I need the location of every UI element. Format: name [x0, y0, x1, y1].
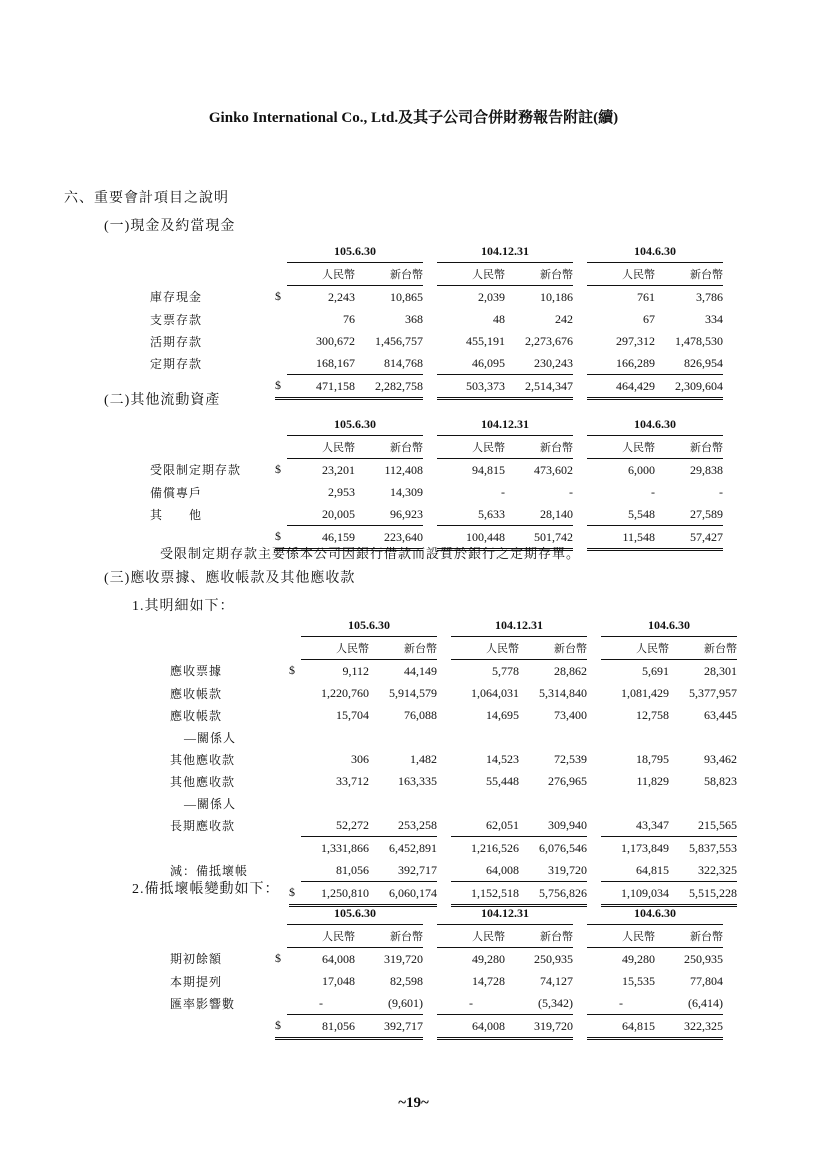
cell: 2,243	[328, 289, 355, 304]
cell: 76,088	[404, 707, 437, 722]
cell: 455,191	[466, 333, 505, 348]
cell: 64,815	[601, 859, 669, 882]
table-row	[170, 770, 737, 792]
cell: 5,914,579	[389, 685, 437, 700]
cell: 6,452,891	[389, 840, 437, 855]
cell: 76	[343, 311, 355, 326]
cell: 23,201	[322, 462, 355, 477]
period-header: 105.6.30	[301, 614, 437, 637]
cell: 49,280	[622, 951, 655, 966]
cell: 14,695	[486, 707, 519, 722]
cell: (9,601)	[355, 992, 423, 1015]
cell: 100,448	[437, 526, 505, 550]
cell: 9,112	[342, 663, 369, 678]
cell: 2,309,604	[655, 375, 723, 399]
cell: 52,272	[301, 814, 369, 837]
cell: 5,756,826	[519, 882, 587, 906]
dollar-sign	[289, 704, 301, 726]
row-label: 其 他	[150, 507, 203, 522]
period-header: 104.12.31	[437, 240, 573, 263]
table-row	[150, 503, 723, 526]
cell: 5,633	[437, 503, 505, 526]
cell: 297,312	[616, 333, 655, 348]
row-label: 受限制定期存款	[150, 463, 242, 478]
table-row	[170, 748, 737, 770]
cell: 46,095	[437, 352, 505, 375]
currency-header: 新台幣	[505, 263, 573, 286]
cell: 14,309	[390, 484, 423, 499]
currency-header: 人民幣	[437, 436, 505, 459]
total-row	[150, 375, 723, 399]
cell: 81,056	[301, 859, 369, 882]
cell: 1,173,849	[621, 840, 669, 855]
cell: 6,000	[628, 462, 655, 477]
row-label: 支票存款	[150, 312, 203, 327]
cell: -	[437, 992, 505, 1015]
cell: 2,282,758	[355, 375, 423, 399]
cell: 300,672	[316, 333, 355, 348]
currency-header: 新台幣	[655, 925, 723, 948]
cell: 5,515,228	[669, 882, 737, 906]
cell: 2,273,676	[525, 333, 573, 348]
row-label: 定期存款	[150, 356, 203, 371]
receivables-table	[170, 614, 737, 907]
currency-header: 新台幣	[355, 436, 423, 459]
currency-header: 人民幣	[287, 263, 355, 286]
cell: 392,717	[355, 1015, 423, 1039]
allowance-table	[170, 902, 723, 1040]
receivables-subheading: 1.其明細如下：	[132, 599, 235, 614]
dollar-sign	[275, 481, 287, 503]
cell: 11,548	[587, 526, 655, 550]
dollar-sign	[275, 992, 287, 1015]
row-sublabel: —關係人	[184, 796, 237, 811]
cell: 96,923	[355, 503, 423, 526]
table-row	[170, 992, 723, 1015]
cell: 1,081,429	[621, 685, 669, 700]
cell: 250,935	[534, 951, 573, 966]
table-row	[150, 481, 723, 503]
dollar-sign	[275, 330, 287, 352]
currency-header: 人民幣	[287, 925, 355, 948]
cell: 14,728	[472, 973, 505, 988]
currency-header: 人民幣	[287, 436, 355, 459]
cell: 2,514,347	[505, 375, 573, 399]
cell: 501,742	[505, 526, 573, 550]
period-header: 105.6.30	[287, 413, 423, 436]
row-label: 應收帳款	[170, 686, 223, 701]
table-row	[150, 459, 723, 482]
cell: 1,331,866	[321, 840, 369, 855]
cell: 48	[493, 311, 505, 326]
cell: 10,865	[390, 289, 423, 304]
cell: 2,953	[328, 484, 355, 499]
row-label: 應收票據	[170, 664, 223, 679]
currency-header: 人民幣	[437, 925, 505, 948]
cell: 14,523	[486, 751, 519, 766]
cell: 5,548	[587, 503, 655, 526]
currency-header: 人民幣	[587, 263, 655, 286]
table-row	[170, 682, 737, 704]
other-heading: (二)其他流動資產	[104, 393, 221, 408]
cell: 112,408	[384, 462, 423, 477]
currency-header: 新台幣	[355, 263, 423, 286]
dollar-sign	[275, 352, 287, 375]
table-row	[150, 352, 723, 375]
cell: 63,445	[704, 707, 737, 722]
table-row	[170, 660, 737, 683]
dollar-sign	[289, 814, 301, 837]
report-title: Ginko International Co., Ltd.及其子公司合併財務報告附註(續)	[208, 110, 619, 126]
cell: 166,289	[587, 352, 655, 375]
table-row	[170, 970, 723, 992]
period-header: 104.12.31	[437, 413, 573, 436]
row-label: 減：備抵壞帳	[170, 863, 249, 878]
cell: 250,935	[684, 951, 723, 966]
currency-header: 新台幣	[355, 925, 423, 948]
dollar-sign: $	[289, 663, 295, 678]
cell: 81,056	[287, 1015, 355, 1039]
table-row	[150, 308, 723, 330]
cash-table	[150, 240, 723, 400]
currency-header: 新台幣	[669, 637, 737, 660]
cell: 18,795	[636, 751, 669, 766]
dollar-sign	[275, 503, 287, 526]
cell: 368	[405, 311, 423, 326]
cell: 29,838	[690, 462, 723, 477]
dollar-sign	[289, 770, 301, 792]
cell: 5,837,553	[689, 840, 737, 855]
cell: (6,414)	[655, 992, 723, 1015]
currency-header: 新台幣	[505, 436, 573, 459]
row-label: 庫存現金	[150, 290, 203, 305]
cell: 15,704	[336, 707, 369, 722]
cell: 43,347	[601, 814, 669, 837]
cell: 93,462	[704, 751, 737, 766]
currency-header: 人民幣	[437, 263, 505, 286]
cell: 1,220,760	[321, 685, 369, 700]
period-header: 104.6.30	[587, 902, 723, 925]
period-header: 105.6.30	[287, 902, 423, 925]
cell: 72,539	[554, 751, 587, 766]
currency-header: 新台幣	[655, 436, 723, 459]
dollar-sign: $	[275, 375, 287, 399]
currency-header: 人民幣	[451, 637, 519, 660]
row-label: 期初餘額	[170, 952, 223, 967]
cell: 5,314,840	[539, 685, 587, 700]
cell: 6,060,174	[369, 882, 437, 906]
cell: 12,758	[636, 707, 669, 722]
cell: 814,768	[355, 352, 423, 375]
cell: 44,149	[404, 663, 437, 678]
row-label: 本期提列	[170, 974, 223, 989]
cell: 503,373	[437, 375, 505, 399]
dollar-sign: $	[275, 526, 287, 550]
cell: -	[287, 992, 355, 1015]
cell: 15,535	[622, 973, 655, 988]
currency-header: 人民幣	[587, 436, 655, 459]
currency-header: 新台幣	[655, 263, 723, 286]
cell: 64,008	[437, 1015, 505, 1039]
row-sublabel: —關係人	[184, 730, 237, 745]
page-number: ~19~	[398, 1095, 429, 1111]
cell: 464,429	[587, 375, 655, 399]
other-table	[150, 413, 723, 551]
cell: 57,427	[655, 526, 723, 550]
cell: 27,589	[655, 503, 723, 526]
cell: 306	[351, 751, 369, 766]
cell: -	[651, 484, 655, 499]
currency-header: 人民幣	[301, 637, 369, 660]
period-header: 104.6.30	[587, 240, 723, 263]
cell: 163,335	[398, 773, 437, 788]
cell: 20,005	[287, 503, 355, 526]
cell: 77,804	[690, 973, 723, 988]
cell: 2,039	[478, 289, 505, 304]
cell: 11,829	[636, 773, 669, 788]
period-header: 104.6.30	[601, 614, 737, 637]
cell: -	[587, 992, 655, 1015]
cell: 94,815	[472, 462, 505, 477]
cell: 55,448	[486, 773, 519, 788]
cell: 64,815	[587, 1015, 655, 1039]
cell: 223,640	[355, 526, 423, 550]
table-row	[170, 948, 723, 971]
table-row	[150, 330, 723, 352]
cell: 253,258	[369, 814, 437, 837]
cell: 64,008	[322, 951, 355, 966]
cell: 761	[637, 289, 655, 304]
currency-header: 人民幣	[601, 637, 669, 660]
subtotal-row	[170, 837, 737, 860]
dollar-sign: $	[275, 462, 281, 477]
row-label: 活期存款	[150, 334, 203, 349]
cell: 1,216,526	[471, 840, 519, 855]
cell: 471,158	[287, 375, 355, 399]
cell: -	[501, 484, 505, 499]
total-row	[170, 1015, 723, 1039]
cell: 49,280	[472, 951, 505, 966]
cell: 46,159	[287, 526, 355, 550]
cell: -	[719, 484, 723, 499]
cell: 319,720	[519, 859, 587, 882]
cell: 73,400	[554, 707, 587, 722]
cell: 28,140	[505, 503, 573, 526]
cell: 319,720	[384, 951, 423, 966]
row-label: 備償專戶	[150, 485, 203, 500]
cell: 10,186	[540, 289, 573, 304]
cell: 17,048	[322, 973, 355, 988]
table-row	[170, 814, 737, 837]
cell: 322,325	[669, 859, 737, 882]
cell: 28,301	[704, 663, 737, 678]
dollar-sign	[289, 682, 301, 704]
currency-header: 新台幣	[369, 637, 437, 660]
section-heading: 六、重要會計項目之說明	[64, 191, 229, 206]
cell: 242	[555, 311, 573, 326]
allowance-subheading: 2.備抵壞帳變動如下：	[132, 882, 280, 897]
cell: 67	[643, 311, 655, 326]
cell: 5,377,957	[689, 685, 737, 700]
row-label: 長期應收款	[170, 818, 236, 833]
dollar-sign	[289, 748, 301, 770]
cell: 5,778	[492, 663, 519, 678]
period-header: 104.12.31	[451, 614, 587, 637]
dollar-sign: $	[275, 289, 281, 304]
cell: 28,862	[554, 663, 587, 678]
restricted-deposit-note: 受限制定期存款主要係本公司因銀行借款而設質於銀行之定期存單。	[160, 546, 581, 561]
dollar-sign: $	[275, 951, 281, 966]
cell: 1,109,034	[601, 882, 669, 906]
cell: 168,167	[287, 352, 355, 375]
cell: 215,565	[669, 814, 737, 837]
table-row	[150, 286, 723, 309]
dollar-sign: $	[275, 1015, 287, 1039]
cell: 276,965	[548, 773, 587, 788]
cell: 6,076,546	[539, 840, 587, 855]
cell: 1,482	[410, 751, 437, 766]
cell: 62,051	[451, 814, 519, 837]
dollar-sign	[275, 970, 287, 992]
row-label: 應收帳款	[170, 708, 223, 723]
cell: 58,823	[704, 773, 737, 788]
cell: 230,243	[505, 352, 573, 375]
period-header: 105.6.30	[287, 240, 423, 263]
row-label: 匯率影響數	[170, 996, 236, 1011]
cell: 82,598	[390, 973, 423, 988]
cell: 5,691	[642, 663, 669, 678]
currency-header: 新台幣	[505, 925, 573, 948]
period-header: 104.6.30	[587, 413, 723, 436]
receivables-heading: (三)應收票據、應收帳款及其他應收款	[104, 571, 356, 586]
cell: 1,064,031	[471, 685, 519, 700]
cell: 1,456,757	[375, 333, 423, 348]
dollar-sign	[275, 308, 287, 330]
dollar-sign: $	[289, 882, 301, 906]
cell: 319,720	[505, 1015, 573, 1039]
cell: 64,008	[451, 859, 519, 882]
cell: 322,325	[655, 1015, 723, 1039]
cell: 392,717	[369, 859, 437, 882]
cell: 1,478,530	[675, 333, 723, 348]
cell: 826,954	[655, 352, 723, 375]
cell: (5,342)	[505, 992, 573, 1015]
table-row	[170, 704, 737, 726]
cell: 3,786	[696, 289, 723, 304]
cell: 1,152,518	[451, 882, 519, 906]
cell: 309,940	[519, 814, 587, 837]
cash-heading: (一)現金及約當現金	[104, 219, 236, 234]
cell: 334	[705, 311, 723, 326]
cell: 1,250,810	[301, 882, 369, 906]
row-label: 其他應收款	[170, 774, 236, 789]
cell: 473,602	[534, 462, 573, 477]
row-label: 其他應收款	[170, 752, 236, 767]
currency-header: 人民幣	[587, 925, 655, 948]
period-header: 104.12.31	[437, 902, 573, 925]
currency-header: 新台幣	[519, 637, 587, 660]
cell: -	[569, 484, 573, 499]
cell: 33,712	[336, 773, 369, 788]
cell: 74,127	[540, 973, 573, 988]
